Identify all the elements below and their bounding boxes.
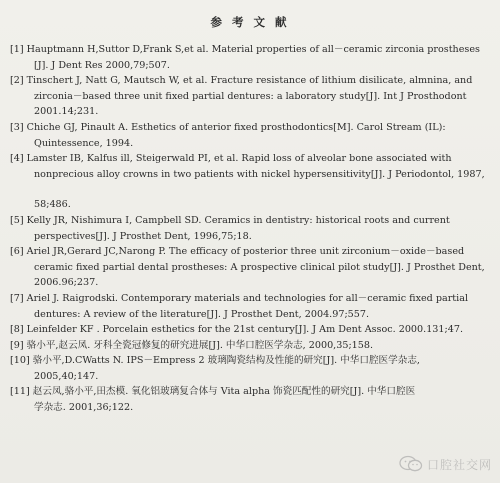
- wechat-bubble-icon: [399, 455, 423, 473]
- reference-line: nonprecious alloy crowns in two patients with nickel hypersensitivity[J]. J Periodontol, 1987,: [34, 168, 485, 180]
- reference-line: 58;486.: [34, 199, 71, 211]
- reference-item: [10, 73, 492, 120]
- reference-item: [10, 42, 492, 73]
- reference-number: [3]: [10, 121, 24, 133]
- reference-line: 学杂志. 2001,36;122.: [34, 402, 134, 414]
- reference-line: Lamster IB, Kalfus ill, Steigerwald PI, et al. Rapid loss of alveolar bone associated with: [26, 153, 452, 165]
- watermark-text: 口腔社交网: [426, 457, 492, 472]
- reference-number: [8]: [10, 324, 24, 336]
- references-heading: 参 考 文 献: [210, 15, 290, 29]
- reference-line: 骆小平,赵云凤. 牙科全瓷冠修复的研究进展[J]. 中华口腔医学杂志, 2000,35;158.: [26, 339, 374, 351]
- reference-line: 赵云凤,骆小平,田杰模. 氧化铝玻璃复合体与 Vita alpha 饰瓷匹配性的研究[J]. 中华口腔医: [32, 386, 416, 398]
- reference-line: Ariel JR,Gerard JC,Narong P. The efficacy of posterior three unit zirconium－oxide－based: [26, 246, 465, 258]
- reference-number: [10]: [10, 355, 30, 367]
- reference-line: [J]. J Dent Res 2000,79;507.: [34, 59, 170, 71]
- reference-line: Ariel J. Raigrodski. Contemporary materials and technologies for all－ceramic fixed partial: [26, 292, 469, 304]
- reference-line: Leinfelder KF . Porcelain esthetics for the 21st century[J]. J Am Dent Assoc. 2000.131;47.: [26, 324, 463, 336]
- reference-number: [6]: [10, 246, 24, 258]
- reference-line: Kelly JR, Nishimura I, Campbell SD. Ceramics in dentistry: historical roots and current: [26, 214, 450, 226]
- reference-number: [1]: [10, 44, 24, 55]
- reference-line: 骆小平,D.CWatts N. IPS－Empress 2 玻璃陶瓷结构及性能的研究[J]. 中华口腔医学杂志,: [32, 355, 420, 367]
- reference-list: [10, 42, 492, 416]
- reference-line: perspectives[J]. J Prosthet Dent, 1996,75;18.: [34, 230, 252, 242]
- reference-number: [5]: [10, 214, 24, 226]
- reference-item: [10, 213, 492, 244]
- reference-line: dentures: A review of the literature[J]. J Prosthet Dent, 2004.97;557.: [34, 308, 370, 320]
- reference-item: [10, 244, 492, 291]
- reference-line: 2005,40;147.: [34, 370, 99, 382]
- reference-number: [2]: [10, 75, 24, 87]
- reference-number: [7]: [10, 292, 24, 304]
- watermark: [399, 455, 492, 473]
- reference-line: Hauptmann H,Suttor D,Frank S,et al. Material properties of all－ceramic zirconia prostheses: [26, 44, 480, 55]
- reference-item: [10, 151, 492, 213]
- reference-number: [11]: [10, 386, 30, 398]
- reference-line: Quintessence, 1994.: [34, 137, 134, 149]
- reference-item: [10, 322, 492, 338]
- reference-item: [10, 353, 492, 384]
- reference-item: [10, 384, 492, 415]
- reference-number: [4]: [10, 153, 24, 165]
- reference-line: ceramic fixed partial dental prostheses: A prospective clinical pilot study[J]. J Prosthet Dent,: [34, 261, 485, 273]
- reference-line: 2006.96;237.: [34, 277, 99, 289]
- reference-item: [10, 120, 492, 151]
- reference-number: [9]: [10, 339, 24, 351]
- reference-line: Tinschert J, Natt G, Mautsch W, et al. Fracture resistance of lithium disilicate, almnina, and: [26, 75, 473, 87]
- reference-item: [10, 338, 492, 354]
- reference-line: Chiche GJ, Pinault A. Esthetics of anterior fixed prosthodontics[M]. Carol Stream (IL):: [26, 121, 446, 133]
- reference-line: 2001.14;231.: [34, 106, 99, 118]
- reference-line: zirconia－based three unit fixed partial dentures: a laboratory study[J]. Int J Prosthodont: [34, 90, 467, 102]
- reference-item: [10, 291, 492, 322]
